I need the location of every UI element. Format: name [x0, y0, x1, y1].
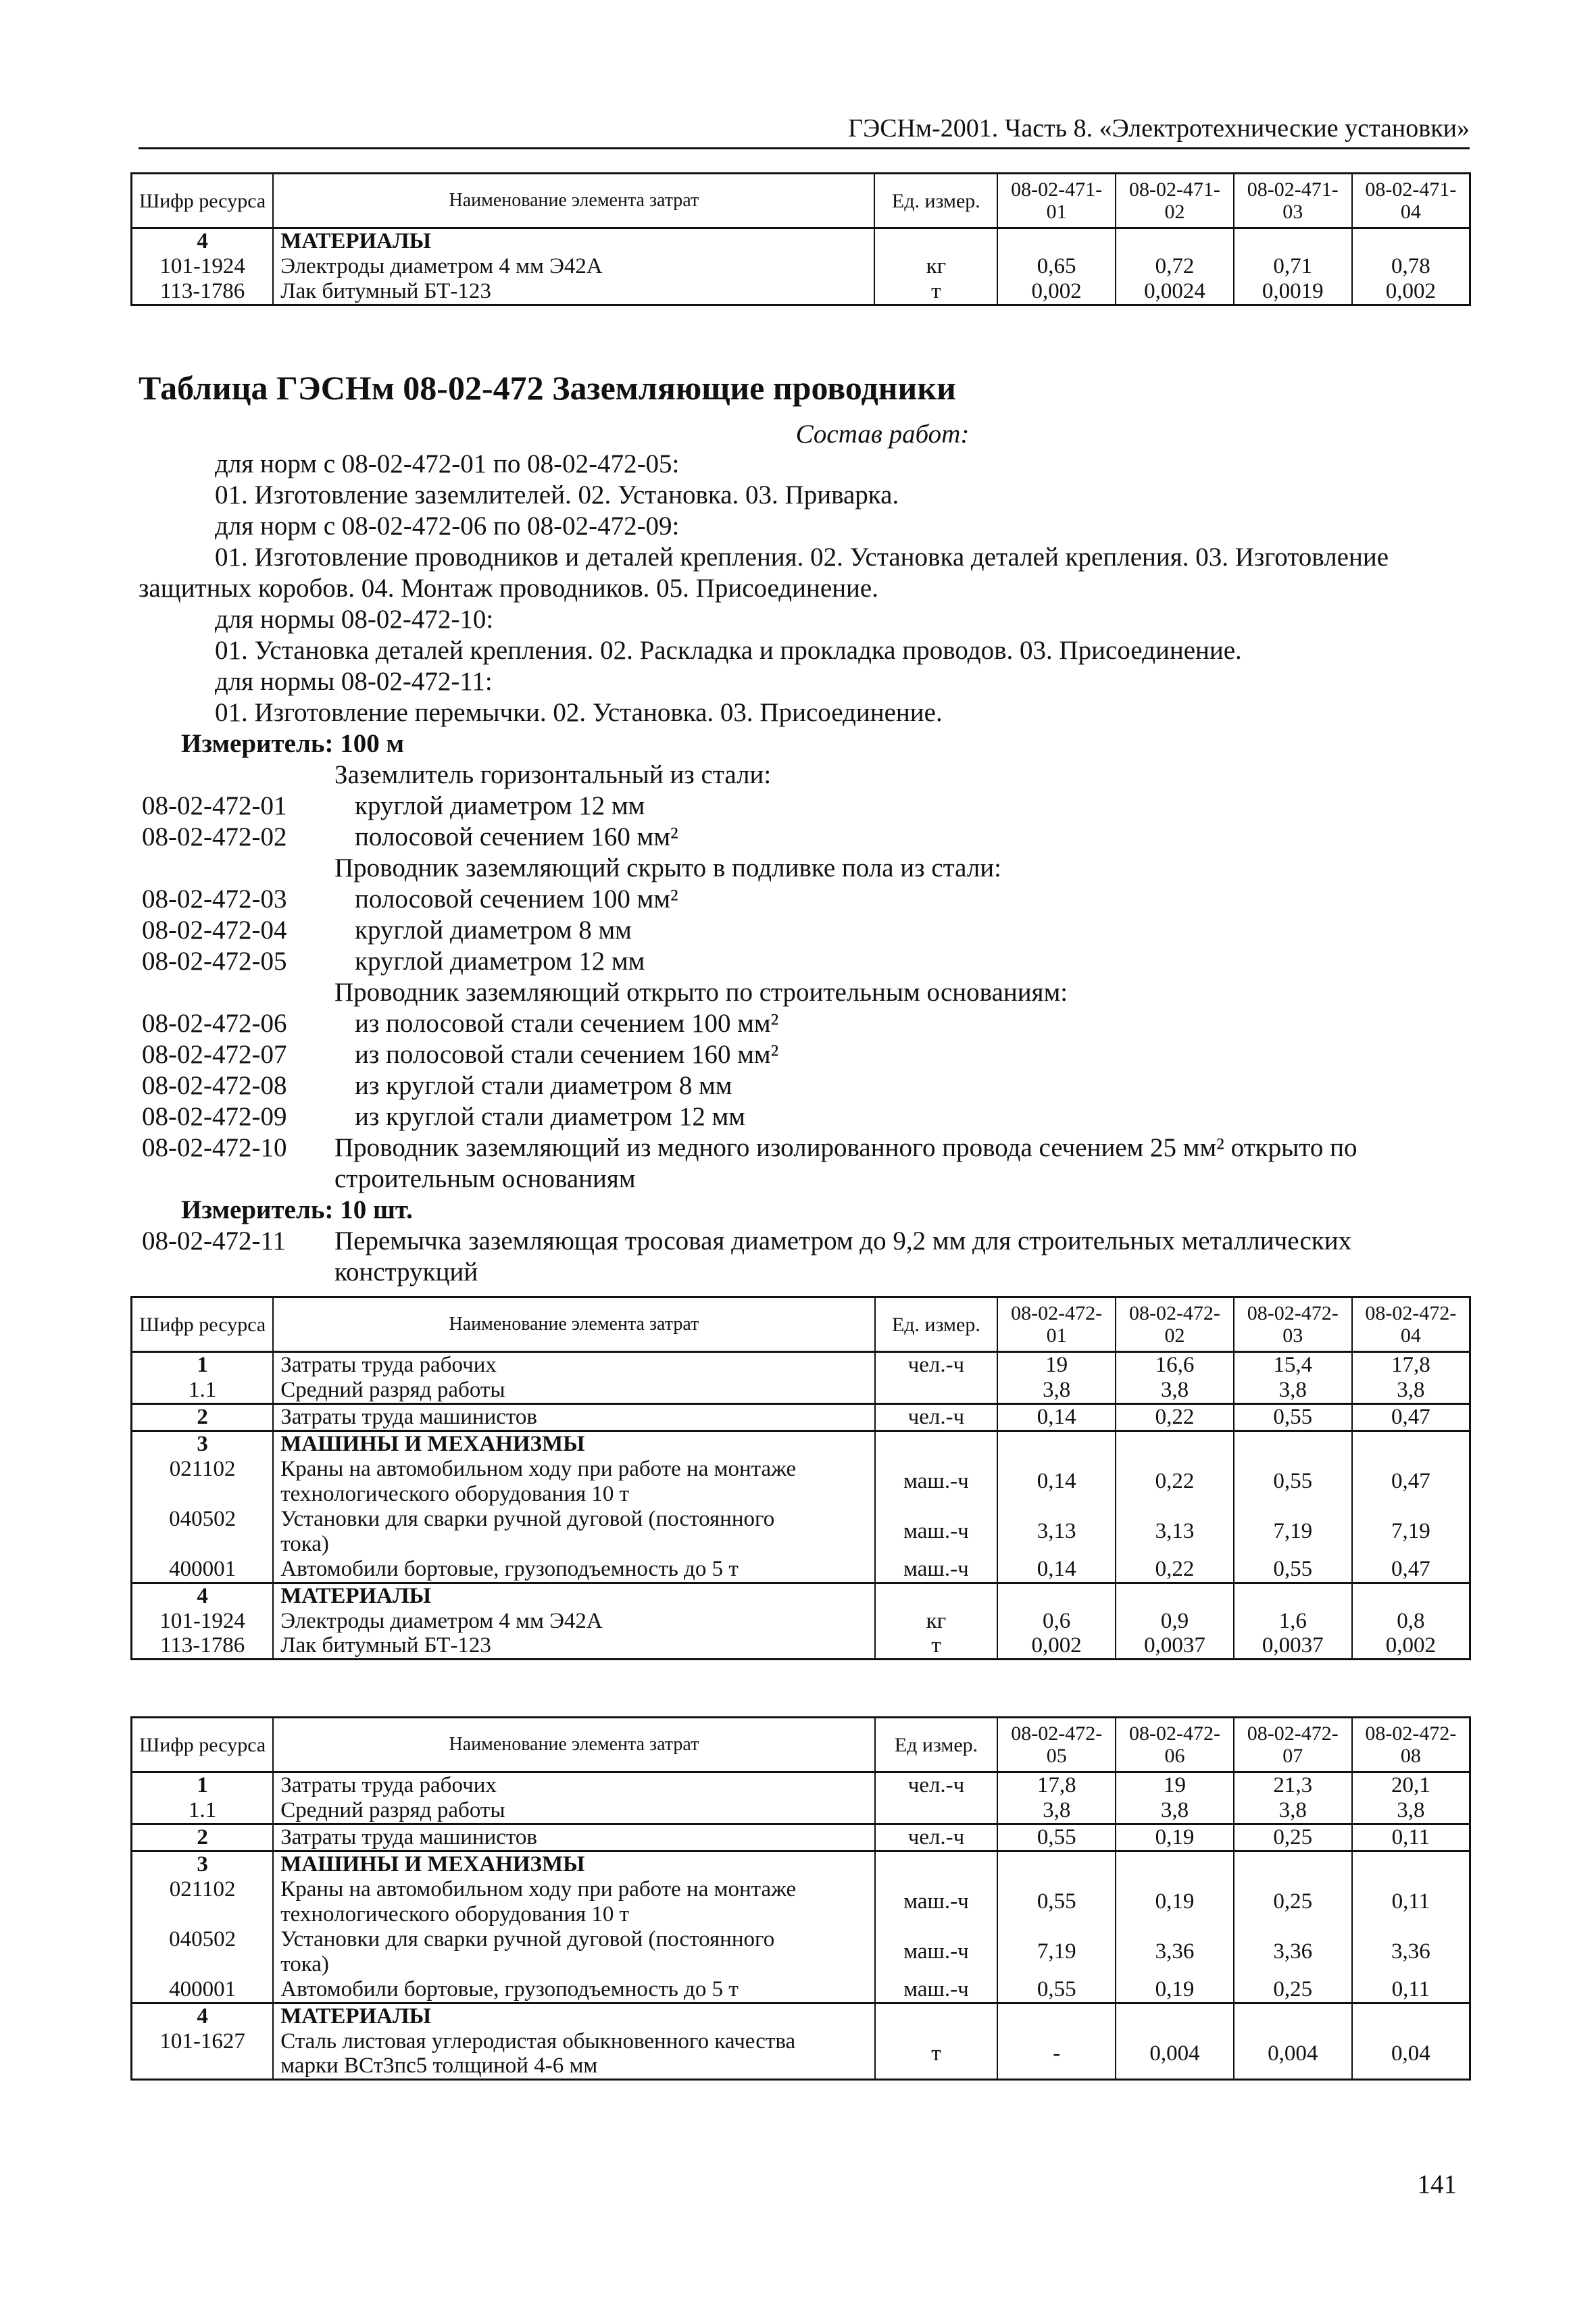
value-cell: 0,0037	[1116, 1633, 1234, 1659]
row-name: Средний разряд работы	[273, 1798, 874, 1824]
resource-code: 040502	[132, 1507, 274, 1557]
value-cell: 19	[997, 1352, 1116, 1378]
table-row	[132, 1557, 1470, 1583]
value-cell: 0,78	[1352, 254, 1470, 279]
row-name: Средний разряд работы	[273, 1378, 874, 1403]
composition-heading: Состав работ:	[795, 420, 970, 449]
value-cell: 0,71	[1234, 254, 1352, 279]
value-cell: 0,72	[1116, 254, 1234, 279]
resource-unit: кг	[875, 1609, 998, 1634]
header-col: 08-02-471-03	[1234, 174, 1352, 228]
resources-table-1	[130, 1296, 1471, 1660]
value-cell: 0,19	[1116, 1824, 1234, 1851]
table-row	[132, 1877, 1470, 1927]
value-cell: 0,8	[1352, 1609, 1470, 1634]
resource-unit: маш.-ч	[875, 1977, 998, 2003]
composition-line: 01. Изготовление заземлителей. 02. Установка. 03. Приварка.	[215, 480, 899, 509]
row-number: 1	[132, 1352, 274, 1378]
norm-desc: конструкций	[334, 1258, 478, 1287]
resource-name: Электроды диаметром 4 мм Э42А	[273, 254, 874, 279]
norm-desc: из полосовой стали сечением 100 мм²	[355, 1009, 779, 1038]
header-col: 08-02-472-02	[1116, 1297, 1234, 1352]
norm-desc: круглой диаметром 12 мм	[355, 791, 645, 820]
resource-code: 400001	[132, 1977, 274, 2003]
composition-line: 01. Изготовление проводников и деталей крепления. 02. Установка деталей крепления. 03. Изготовление	[215, 543, 1389, 572]
resource-code: 113-1786	[132, 279, 274, 305]
norm-code: 08-02-472-10	[142, 1133, 287, 1162]
value-cell: 0,002	[997, 279, 1116, 305]
header-col: 08-02-471-04	[1352, 174, 1470, 228]
table-row	[132, 1772, 1470, 1798]
section-number: 3	[132, 1430, 274, 1456]
resource-unit: маш.-ч	[875, 1557, 998, 1583]
value-cell: 3,8	[997, 1378, 1116, 1403]
value-cell: 0,55	[1234, 1457, 1352, 1507]
header-name: Наименование элемента затрат	[273, 1297, 874, 1352]
value-cell: 7,19	[1234, 1507, 1352, 1557]
value-cell: 0,0037	[1234, 1633, 1352, 1659]
header-code: Шифр ресурса	[132, 1297, 274, 1352]
composition-line: для нормы 08-02-472-11:	[215, 667, 493, 696]
header-col: 08-02-472-01	[997, 1297, 1116, 1352]
row-name: Затраты труда машинистов	[273, 1403, 874, 1430]
value-cell: 0,25	[1234, 1877, 1352, 1927]
value-cell: 0,47	[1352, 1557, 1470, 1583]
value-cell: 3,36	[1234, 1927, 1352, 1977]
table-row	[132, 1824, 1470, 1851]
header-name: Наименование элемента затрат	[273, 1718, 874, 1772]
resource-name-cont: тока)	[280, 1951, 329, 1976]
resource-unit: маш.-ч	[875, 1457, 998, 1507]
value-cell: 0,14	[997, 1403, 1116, 1430]
norm-code: 08-02-472-04	[142, 916, 287, 945]
value-cell: 0,47	[1352, 1457, 1470, 1507]
value-cell: 16,6	[1116, 1352, 1234, 1378]
header-code: Шифр ресурса	[132, 1718, 274, 1772]
running-title: ГЭСНм-2001. Часть 8. «Электротехнические установки»	[139, 114, 1470, 149]
row-name: Затраты труда рабочих	[273, 1352, 874, 1378]
page-number: 141	[1417, 2170, 1457, 2199]
table-row	[132, 2029, 1470, 2080]
value-cell: 0,25	[1234, 1977, 1352, 2003]
row-number: 2	[132, 1403, 274, 1430]
section-number: 3	[132, 1851, 274, 1876]
value-cell: 7,19	[1352, 1507, 1470, 1557]
norm-desc: из круглой стали диаметром 12 мм	[355, 1102, 745, 1131]
resource-name-cont: технологического оборудования 10 т	[280, 1481, 630, 1506]
value-cell: 3,8	[997, 1798, 1116, 1824]
value-cell: 0,002	[1352, 279, 1470, 305]
value-cell: 0,004	[1234, 2029, 1352, 2080]
resource-name: Установки для сварки ручной дуговой (постоянного	[280, 1506, 775, 1531]
header-unit: Ед измер.	[875, 1718, 998, 1772]
row-name: Затраты труда машинистов	[273, 1824, 874, 1851]
header-col: 08-02-472-05	[997, 1718, 1116, 1772]
resource-code: 021102	[132, 1457, 274, 1507]
value-cell: 20,1	[1352, 1772, 1470, 1798]
table-row	[132, 1927, 1470, 1977]
resource-name: Лак битумный БТ-123	[273, 279, 874, 305]
value-cell: 0,22	[1116, 1557, 1234, 1583]
value-cell: 0,25	[1234, 1824, 1352, 1851]
norm-desc: круглой диаметром 8 мм	[355, 916, 632, 945]
section-title: МАШИНЫ И МЕХАНИЗМЫ	[273, 1430, 874, 1456]
value-cell: 0,55	[997, 1977, 1116, 2003]
row-number: 2	[132, 1824, 274, 1851]
resource-name: Автомобили бортовые, грузоподъемность до 5 т	[273, 1557, 874, 1583]
table-row	[132, 1403, 1470, 1430]
row-unit: чел.-ч	[875, 1352, 998, 1378]
table-row	[132, 1352, 1470, 1378]
value-cell: 3,36	[1116, 1927, 1234, 1977]
value-cell: 0,55	[1234, 1557, 1352, 1583]
resource-name: Лак битумный БТ-123	[273, 1633, 874, 1659]
meter-label: Измеритель: 100 м	[181, 729, 405, 758]
value-cell: 0,55	[997, 1877, 1116, 1927]
value-cell: 0,19	[1116, 1877, 1234, 1927]
value-cell: 0,55	[997, 1824, 1116, 1851]
norm-group: Проводник заземляющий скрыто в подливке пола из стали:	[334, 853, 1001, 882]
value-cell: 3,13	[1116, 1507, 1234, 1557]
composition-line: для нормы 08-02-472-10:	[215, 605, 494, 634]
norm-code: 08-02-472-11	[142, 1226, 286, 1255]
norm-desc: Перемычка заземляющая тросовая диаметром до 9,2 мм для строительных металлических	[334, 1226, 1352, 1255]
norm-group: Проводник заземляющий открыто по строительным основаниям:	[334, 978, 1068, 1007]
value-cell: 0,002	[997, 1633, 1116, 1659]
resource-name: Краны на автомобильном ходу при работе на монтаже	[280, 1456, 797, 1481]
composition-line: для норм с 08-02-472-01 по 08-02-472-05:	[215, 449, 680, 478]
norm-group: Заземлитель горизонтальный из стали:	[334, 760, 772, 789]
value-cell: 0,14	[997, 1557, 1116, 1583]
norm-desc: полосовой сечением 160 мм²	[355, 822, 678, 851]
value-cell: 15,4	[1234, 1352, 1352, 1378]
row-number: 1.1	[132, 1798, 274, 1824]
resource-unit: т	[874, 279, 997, 305]
row-number: 1.1	[132, 1378, 274, 1403]
table-row	[132, 1457, 1470, 1507]
value-cell: 3,8	[1116, 1378, 1234, 1403]
resource-name: Автомобили бортовые, грузоподъемность до 5 т	[273, 1977, 874, 2003]
composition-line: 01. Установка деталей крепления. 02. Раскладка и прокладка проводов. 03. Присоединение.	[215, 636, 1242, 665]
resource-code: 400001	[132, 1557, 274, 1583]
resource-unit: т	[875, 1633, 998, 1659]
value-cell: 19	[1116, 1772, 1234, 1798]
value-cell: 3,8	[1352, 1378, 1470, 1403]
composition-line: для норм с 08-02-472-06 по 08-02-472-09:	[215, 512, 680, 541]
table-row	[132, 1378, 1470, 1403]
norm-desc: строительным основаниям	[334, 1164, 636, 1193]
table-title: Таблица ГЭСНм 08-02-472 Заземляющие проводники	[139, 369, 956, 407]
row-unit: чел.-ч	[875, 1772, 998, 1798]
resource-code: 040502	[132, 1927, 274, 1977]
header-col: 08-02-472-04	[1352, 1297, 1470, 1352]
table-row	[132, 1507, 1470, 1557]
value-cell: 0,004	[1116, 2029, 1234, 2080]
norm-code: 08-02-472-01	[142, 791, 287, 820]
value-cell: 0,65	[997, 254, 1116, 279]
value-cell: 0,11	[1352, 1977, 1470, 2003]
resource-unit: маш.-ч	[875, 1507, 998, 1557]
norm-code: 08-02-472-08	[142, 1071, 287, 1100]
norm-code: 08-02-472-07	[142, 1040, 287, 1069]
resource-name-cont: марки ВСт3пс5 толщиной 4-6 мм	[280, 2053, 598, 2078]
norm-desc: из круглой стали диаметром 8 мм	[355, 1071, 732, 1100]
resource-name: Сталь листовая углеродистая обыкновенного качества	[280, 2028, 796, 2053]
header-col: 08-02-472-06	[1116, 1718, 1234, 1772]
table-row	[132, 1977, 1470, 2003]
value-cell: 0,002	[1352, 1633, 1470, 1659]
norm-desc: Проводник заземляющий из медного изолированного провода сечением 25 мм² открыто по	[334, 1133, 1357, 1162]
section-number: 4	[132, 228, 274, 254]
value-cell: 0,47	[1352, 1403, 1470, 1430]
norm-code: 08-02-472-09	[142, 1102, 287, 1131]
table-row	[132, 1798, 1470, 1824]
value-cell: 3,13	[997, 1507, 1116, 1557]
resource-unit: т	[875, 2029, 998, 2080]
resource-name-cont: технологического оборудования 10 т	[280, 1901, 630, 1926]
section-number: 4	[132, 1583, 274, 1608]
meter-label: Измеритель: 10 шт.	[181, 1195, 413, 1224]
resources-table-2	[130, 1716, 1471, 2081]
resource-code: 101-1924	[132, 1609, 274, 1634]
header-col: 08-02-472-07	[1234, 1718, 1352, 1772]
value-cell: 0,0024	[1116, 279, 1234, 305]
norm-code: 08-02-472-05	[142, 947, 287, 976]
resource-code: 101-1924	[132, 254, 274, 279]
resource-unit: кг	[874, 254, 997, 279]
value-cell: 0,19	[1116, 1977, 1234, 2003]
norm-code: 08-02-472-02	[142, 822, 287, 851]
value-cell: -	[997, 2029, 1116, 2080]
section-title: МАТЕРИАЛЫ	[273, 228, 874, 254]
value-cell: 0,22	[1116, 1403, 1234, 1430]
header-name: Наименование элемента затрат	[273, 174, 874, 228]
value-cell: 0,14	[997, 1457, 1116, 1507]
section-title: МАШИНЫ И МЕХАНИЗМЫ	[273, 1851, 874, 1876]
section-title: МАТЕРИАЛЫ	[273, 1583, 874, 1608]
header-code: Шифр ресурса	[132, 174, 274, 228]
row-number: 1	[132, 1772, 274, 1798]
resource-name: Электроды диаметром 4 мм Э42А	[273, 1609, 874, 1634]
value-cell: 3,36	[1352, 1927, 1470, 1977]
resource-name: Краны на автомобильном ходу при работе на монтаже	[280, 1876, 797, 1901]
header-col: 08-02-471-02	[1116, 174, 1234, 228]
value-cell: 0,9	[1116, 1609, 1234, 1634]
resource-code: 101-1627	[132, 2029, 274, 2080]
value-cell: 7,19	[997, 1927, 1116, 1977]
value-cell: 0,0019	[1234, 279, 1352, 305]
value-cell: 1,6	[1234, 1609, 1352, 1634]
resource-name-cont: тока)	[280, 1531, 329, 1556]
resource-unit: маш.-ч	[875, 1877, 998, 1927]
value-cell: 0,11	[1352, 1824, 1470, 1851]
resource-code: 021102	[132, 1877, 274, 1927]
row-name: Затраты труда рабочих	[273, 1772, 874, 1798]
header-col: 08-02-471-01	[997, 174, 1116, 228]
value-cell: 21,3	[1234, 1772, 1352, 1798]
table-row	[132, 1633, 1470, 1659]
composition-line: 01. Изготовление перемычки. 02. Установка. 03. Присоединение.	[215, 698, 943, 727]
row-unit: чел.-ч	[875, 1403, 998, 1430]
table-row	[132, 254, 1470, 279]
norm-code: 08-02-472-06	[142, 1009, 287, 1038]
norm-code: 08-02-472-03	[142, 885, 287, 914]
row-unit: чел.-ч	[875, 1824, 998, 1851]
header-col: 08-02-472-03	[1234, 1297, 1352, 1352]
value-cell: 3,8	[1352, 1798, 1470, 1824]
value-cell: 17,8	[1352, 1352, 1470, 1378]
value-cell: 0,55	[1234, 1403, 1352, 1430]
section-number: 4	[132, 2003, 274, 2028]
table-row	[132, 1609, 1470, 1634]
value-cell: 3,8	[1234, 1378, 1352, 1403]
composition-line: защитных коробов. 04. Монтаж проводников. 05. Присоединение.	[139, 574, 878, 603]
value-cell: 0,11	[1352, 1877, 1470, 1927]
norm-desc: полосовой сечением 100 мм²	[355, 885, 678, 914]
header-unit: Ед. измер.	[875, 1297, 998, 1352]
resource-code: 113-1786	[132, 1633, 274, 1659]
value-cell: 3,8	[1234, 1798, 1352, 1824]
header-col: 08-02-472-08	[1352, 1718, 1470, 1772]
section-title: МАТЕРИАЛЫ	[273, 2003, 874, 2028]
value-cell: 3,8	[1116, 1798, 1234, 1824]
value-cell: 0,22	[1116, 1457, 1234, 1507]
top-resources-table	[130, 172, 1471, 306]
resource-unit: маш.-ч	[875, 1927, 998, 1977]
header-unit: Ед. измер.	[874, 174, 997, 228]
value-cell: 0,6	[997, 1609, 1116, 1634]
table-row	[132, 279, 1470, 305]
norm-desc: круглой диаметром 12 мм	[355, 947, 645, 976]
resource-name: Установки для сварки ручной дуговой (постоянного	[280, 1926, 775, 1951]
norm-desc: из полосовой стали сечением 160 мм²	[355, 1040, 779, 1069]
value-cell: 0,04	[1352, 2029, 1470, 2080]
value-cell: 17,8	[997, 1772, 1116, 1798]
